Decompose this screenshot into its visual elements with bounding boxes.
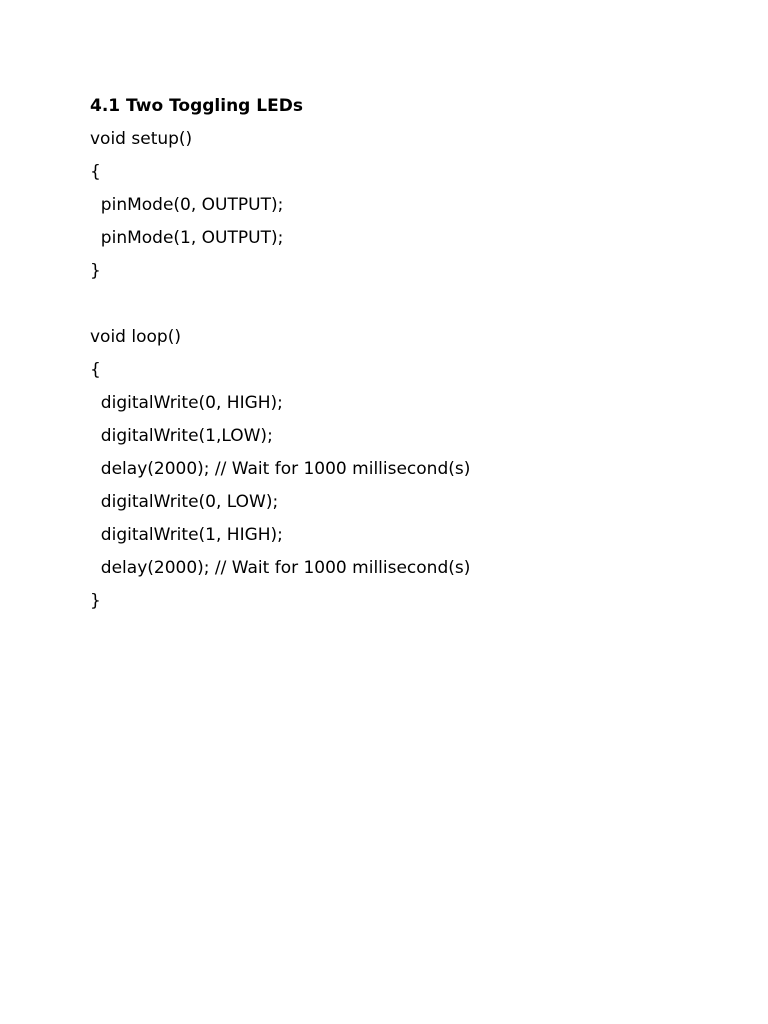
code-line: } bbox=[90, 261, 101, 281]
code-line bbox=[90, 288, 730, 321]
section-heading: 4.1 Two Toggling LEDs bbox=[90, 96, 303, 116]
code-line: void setup() bbox=[90, 129, 193, 149]
code-line: digitalWrite(0, HIGH); bbox=[90, 393, 283, 413]
code-line: delay(2000); // Wait for 1000 millisecond(s) bbox=[90, 558, 471, 578]
code-line: } bbox=[90, 591, 101, 611]
code-line: void loop() bbox=[90, 327, 181, 347]
code-line: delay(2000); // Wait for 1000 millisecond(s) bbox=[90, 459, 471, 479]
code-line: digitalWrite(1, HIGH); bbox=[90, 525, 283, 545]
code-line: digitalWrite(0, LOW); bbox=[90, 492, 279, 512]
document-content bbox=[90, 90, 730, 618]
code-line: digitalWrite(1,LOW); bbox=[90, 426, 273, 446]
code-line: { bbox=[90, 162, 101, 182]
code-line: pinMode(0, OUTPUT); bbox=[90, 195, 284, 215]
code-block bbox=[90, 123, 730, 618]
code-line: { bbox=[90, 360, 101, 380]
code-line: pinMode(1, OUTPUT); bbox=[90, 228, 284, 248]
